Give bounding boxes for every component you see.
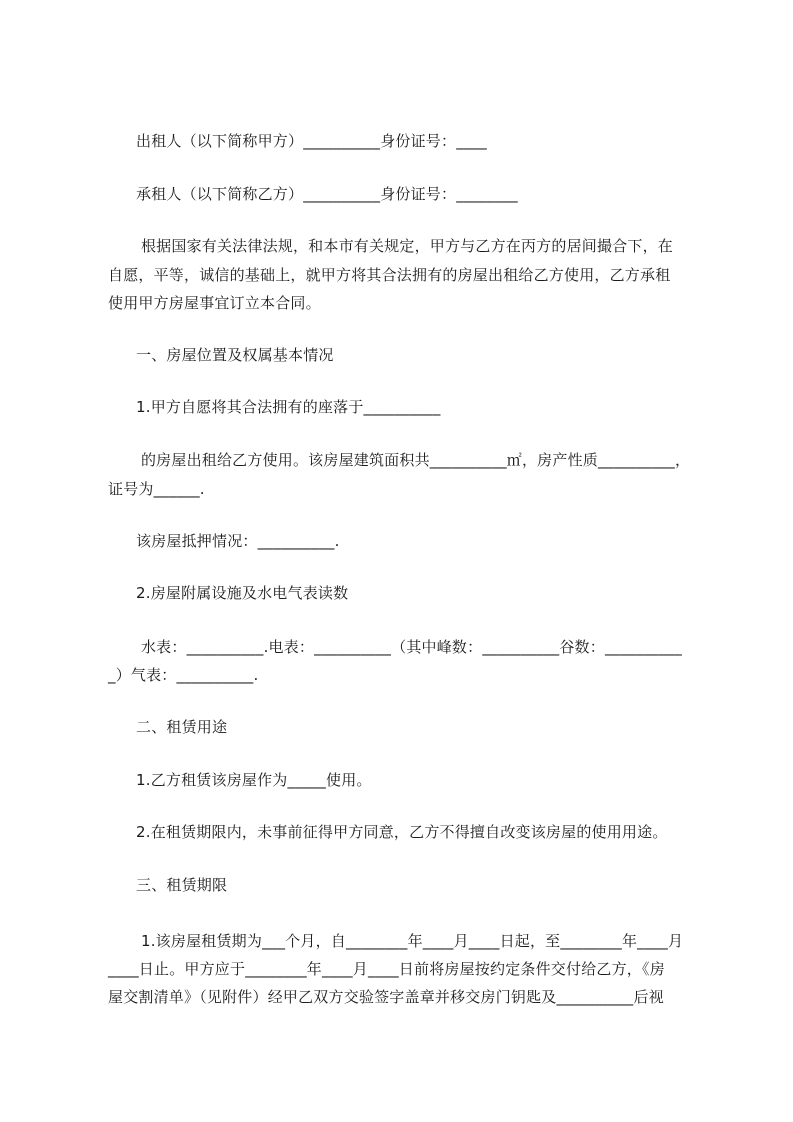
section-1-item-1: 1.甲方自愿将其合法拥有的座落于__________: [136, 398, 441, 416]
section-1-item-1-cont-2: 证号为______.: [108, 480, 205, 498]
section-1-item-2: 2.房屋附属设施及水电气表读数: [136, 584, 349, 602]
intro-line-3: 使用甲方房屋事宜订立本合同。: [108, 294, 321, 312]
section-2-heading: 二、租赁用途: [136, 718, 228, 736]
section-2-item-1: 1.乙方租赁该房屋作为_____使用。: [136, 771, 372, 789]
lessee-line: 承租人（以下简称乙方）__________身份证号：________: [136, 185, 518, 203]
mortgage-status: 该房屋抵押情况：__________.: [136, 532, 340, 550]
section-3-heading: 三、租赁期限: [136, 876, 228, 894]
section-3-item-1-line-1: 1.该房屋租赁期为___个月，自________年____月____日起，至________年____月: [136, 932, 684, 950]
section-1-item-1-cont-1: 的房屋出租给乙方使用。该房屋建筑面积共__________㎡，房产性质__________，: [136, 451, 691, 469]
intro-line-1: 根据国家有关法律法规，和本市有关规定，甲方与乙方在丙方的居间撮合下，在: [136, 237, 673, 255]
section-3-item-1-line-3: 屋交割清单》（见附件）经甲乙双方交验签字盖章并移交房门钥匙及__________后视: [108, 988, 664, 1006]
section-2-item-2: 2.在租赁期限内，未事前征得甲方同意，乙方不得擅自改变该房屋的使用用途。: [136, 823, 668, 841]
section-1-heading: 一、房屋位置及权属基本情况: [136, 346, 334, 364]
section-3-item-1-line-2: ____日止。甲方应于________年____月____日前将房屋按约定条件交付给乙方，《房: [108, 960, 665, 978]
intro-line-2: 自愿，平等，诚信的基础上，就甲方将其合法拥有的房屋出租给乙方使用，乙方承租: [108, 266, 671, 284]
lessor-line: 出租人（以下简称甲方）__________身份证号：____: [136, 132, 488, 150]
meters-line-2: _）气表：__________.: [108, 666, 259, 684]
meters-line-1: 水表：__________.电表：__________（其中峰数：__________谷数：__________: [136, 638, 682, 656]
